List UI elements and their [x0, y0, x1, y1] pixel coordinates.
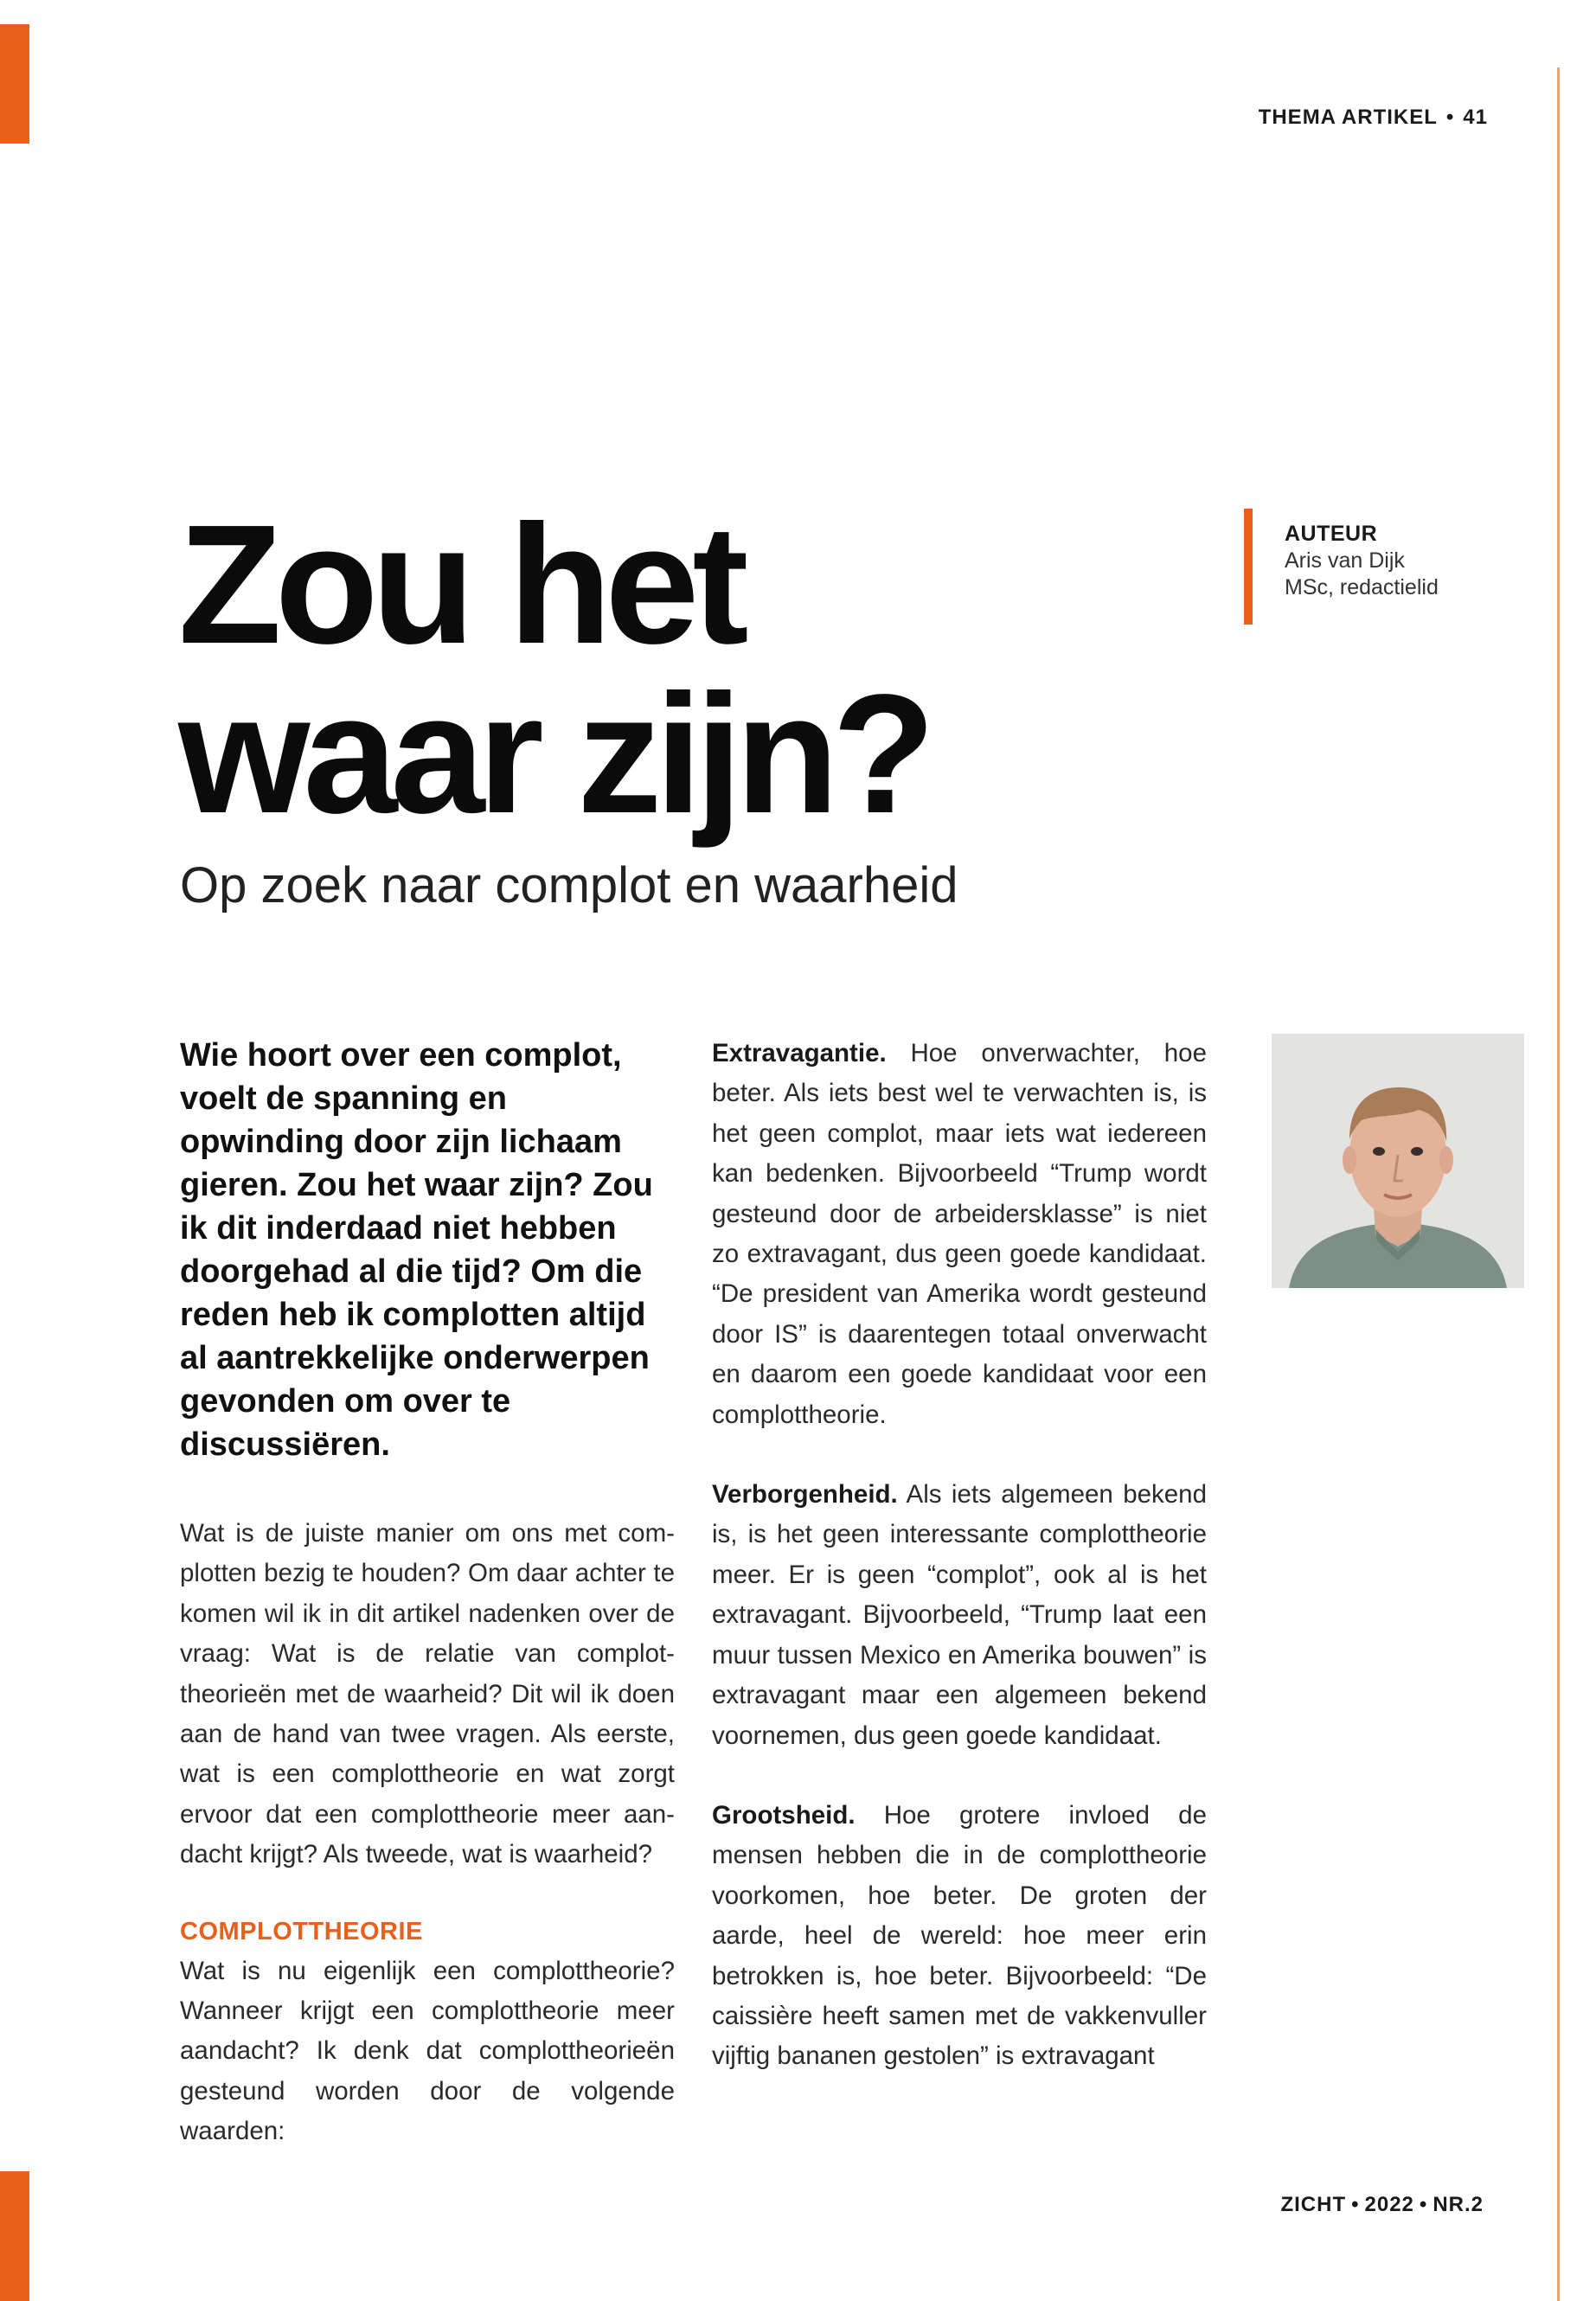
running-footer	[1280, 2193, 1484, 2217]
footer-year: 2022	[1364, 2193, 1414, 2216]
body-paragraph-2: Wat is nu eigenlijk een complottheorie? Wanneer krijgt een complottheorie meer aandacht? Ik denk dat complottheorieën gesteund worden door de volgende waarden:	[180, 1956, 675, 2146]
section-heading-complottheorie: COMPLOTTHEORIE	[180, 1917, 423, 1945]
value-text: Hoe onverwachter, hoe beter. Als iets best wel te verwachten is, is het geen complot, maar iets wat iedereen kan bedenken. Bijvoorbeeld “Trump wordt gesteund door de arbeidersklasse” is niet zo extravagant, dus geen goede kandidaat. “De president van Amerika wordt gesteund door IS” is daarentegen totaal onverwacht en daarom een goede kandidaat voor een complottheorie.	[712, 1039, 1207, 1429]
value-extravagantie	[712, 1034, 1207, 1435]
author-photo	[1272, 1034, 1524, 1288]
value-term: Grootsheid.	[712, 1800, 856, 1830]
orange-edge-tab-bottom	[0, 2171, 29, 2301]
author-role: MSc, redactielid	[1285, 575, 1439, 599]
footer-separator: •	[1351, 2193, 1360, 2216]
header-section: THEMA ARTIKEL	[1258, 106, 1438, 129]
value-term: Extravagantie.	[712, 1039, 887, 1067]
right-margin-rule	[1557, 67, 1560, 2301]
footer-magazine: ZICHT	[1280, 2193, 1347, 2216]
body-paragraph-1: Wat is de juiste manier om ons met complotten bezig te houden? Om daar achter te komen wil ik in dit artikel nadenken over de vraag: Wat is de relatie van complottheorieën met de waarheid? Dit wil ik doen aan de hand van twee vragen. Als eerste, wat is een complottheorie en wat zorgt ervoor dat een complottheorie meer aandacht krijgt? Als tweede, wat is waarheid?	[180, 1519, 675, 1869]
value-text: Als iets algemeen bekend is, is het geen interessante complottheorie meer. Er is geen “complot”, ook al is het extravagant. Bijvoorbeeld, “Trump laat een muur tussen Mexico en Amerika bouwen” is extravagant maar een algemeen bekend voornemen, dus geen goede kandidaat.	[712, 1480, 1207, 1750]
header-separator: •	[1445, 106, 1455, 129]
value-text: Hoe grotere invloed de mensen hebben die in de complottheorie voorkomen, hoe beter. De groten der aarde, heel de wereld: hoe meer erin betrokken is, hoe beter. Bijvoorbeeld: “De caissière heeft samen met de vakkenvuller vijftig bananen gestolen” is extravagant	[712, 1800, 1207, 2071]
footer-issue: NR.2	[1433, 2193, 1484, 2216]
value-verborgenheid	[712, 1475, 1207, 1756]
author-name: Aris van Dijk	[1285, 548, 1405, 573]
title-line-2: waar zijn?	[178, 659, 929, 849]
orange-edge-tab-top	[0, 24, 29, 144]
author-accent-bar	[1244, 509, 1253, 625]
footer-separator: •	[1419, 2193, 1428, 2216]
right-column	[712, 1034, 1207, 2117]
value-grootsheid	[712, 1796, 1207, 2077]
intro-lead: Wie hoort over een complot, voelt de spanning en opwinding door zijn lichaam gieren. Zou het waar zijn? Zou ik dit inderdaad niet hebben doorgehad al die tijd? Om die reden heb ik complotten altijd al aantrekkelijke onderwerpen gevonden om over te discussiëren.	[180, 1037, 653, 1463]
left-column	[180, 1514, 675, 2152]
author-portrait-illustration	[1272, 1034, 1524, 1288]
author-block	[1285, 521, 1439, 601]
running-header	[1259, 106, 1488, 130]
article-title	[178, 490, 1216, 849]
title-line-1: Zou het	[178, 490, 742, 679]
page-number: 41	[1463, 106, 1488, 129]
author-label: AUTEUR	[1285, 522, 1378, 546]
article-subtitle: Op zoek naar complot en waarheid	[180, 857, 958, 913]
value-term: Verborgenheid.	[712, 1480, 898, 1509]
